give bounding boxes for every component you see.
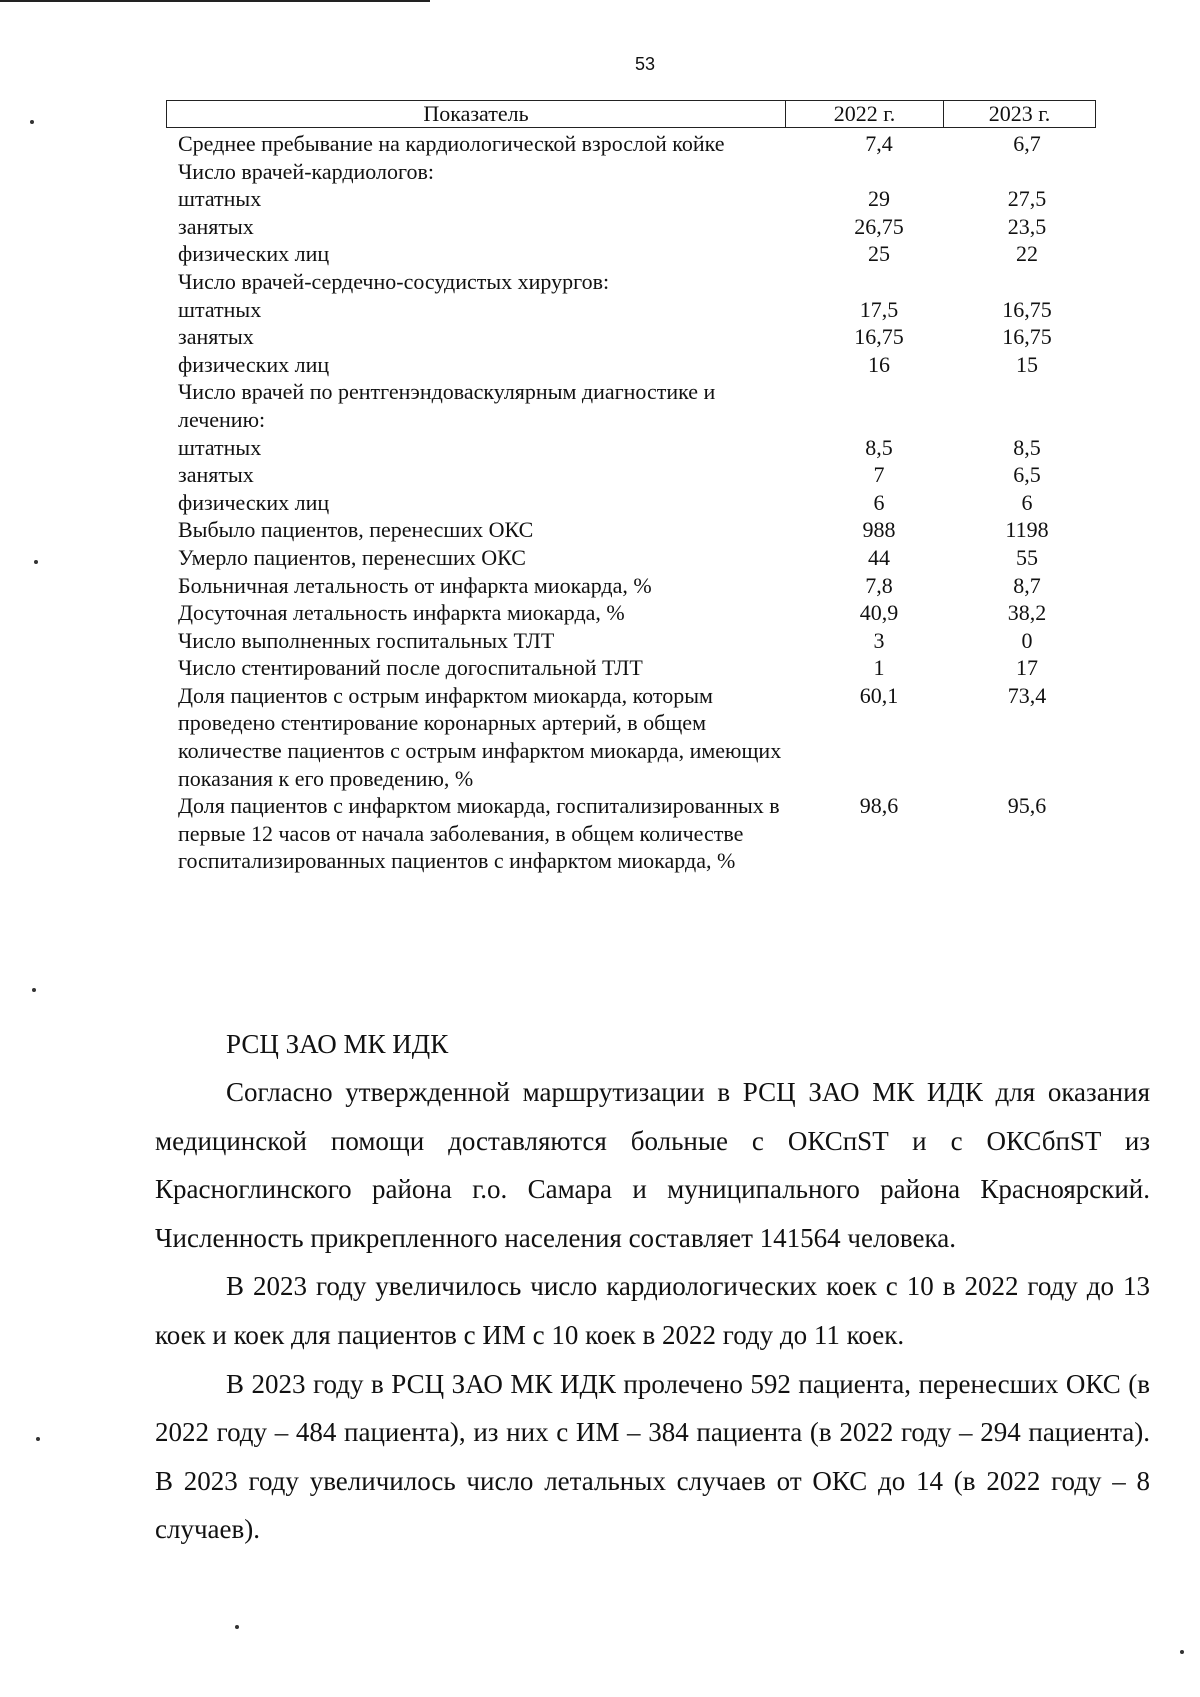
value-2022: 16,75 (854, 324, 904, 350)
table-row (166, 654, 1096, 682)
row-label: Число выполненных госпитальных ТЛТ (178, 627, 555, 653)
value-2022 (834, 268, 924, 296)
value-2023: 6 (1021, 489, 1033, 515)
table-row (166, 461, 1096, 489)
value-2022: 8,5 (865, 434, 893, 460)
table-row (166, 572, 1096, 600)
row-label: Выбыло пациентов, перенесших ОКС (178, 517, 534, 543)
paragraph: В 2023 году в РСЦ ЗАО МК ИДК пролечено 592 пациента, перенесших ОКС (в 2022 году – 484 пациента), из них с ИМ – 384 пациента (в 2022 году – 294 пациента). В 2023 году увеличилось число летальных случаев от ОКС до 14 (в 2022 году – 8 случаев). (155, 1368, 1150, 1545)
row-label: Число врачей по рентгенэндоваскулярным диагностике и лечению: (178, 379, 716, 432)
row-label: Умерло пациентов, перенесших ОКС (178, 544, 526, 570)
value-2023: 8,7 (1013, 572, 1041, 598)
header-2023: 2023 г. (988, 101, 1051, 126)
value-2023: 38,2 (1007, 600, 1047, 626)
value-2022: 988 (862, 517, 896, 543)
row-label: Среднее пребывание на кардиологической взрослой койке (178, 131, 725, 156)
row-label: штатных (178, 434, 262, 460)
header-2022: 2022 г. (786, 101, 944, 127)
table-row (166, 213, 1096, 241)
value-2023: 0 (1021, 627, 1033, 653)
row-label: физических лиц (178, 351, 330, 377)
value-2023: 17 (1016, 655, 1038, 681)
table-row (166, 296, 1096, 324)
row-label: занятых (178, 213, 254, 239)
value-2023: 73,4 (1007, 682, 1047, 708)
value-2023: 23,5 (1007, 213, 1047, 239)
row-label: Число врачей-кардиологов: (178, 158, 434, 184)
paragraph: Согласно утвержденной маршрутизации в РСЦ ЗАО МК ИДК для оказания медицинской помощи доставляются больные с ОКСпST и с ОКСбпST из Красноглинского района г.о. Самара и муниципального района Красноярский. Численность прикрепленного населения составляет 141564 человека. (155, 1077, 1150, 1253)
table-row (166, 516, 1096, 544)
row-label: штатных (178, 186, 262, 212)
scan-speck (32, 988, 36, 992)
value-2022: 40,9 (859, 600, 899, 626)
value-2022 (834, 378, 924, 433)
value-2022 (834, 158, 924, 186)
row-label: Доля пациентов с инфарктом миокарда, госпитализированных в первые 12 часов от начала заболевания, в общем количестве госпитализированных пациентов с инфарктом миокарда, % (178, 793, 780, 874)
table-row (166, 240, 1096, 268)
value-2022: 6 (873, 489, 885, 515)
table-row (166, 378, 1096, 433)
paragraph: В 2023 году увеличилось число кардиологических коек с 10 в 2022 году до 13 коек и коек для пациентов с ИМ с 10 коек в 2022 году до 11 коек. (155, 1271, 1150, 1350)
value-2023 (982, 268, 1072, 296)
header-indicator: Показатель (167, 101, 786, 127)
row-label: занятых (178, 324, 254, 350)
value-2022: 16 (868, 351, 890, 377)
value-2023: 16,75 (1002, 324, 1052, 350)
section-rsc-zao (155, 1020, 1150, 1554)
indicators-table (166, 100, 1096, 875)
row-label: Досуточная летальность инфаркта миокарда, % (178, 600, 625, 626)
table-row (166, 185, 1096, 213)
scan-speck (30, 120, 34, 124)
scan-speck (235, 1625, 239, 1629)
value-2023: 22 (1016, 241, 1038, 267)
value-2023: 6,7 (1013, 131, 1041, 156)
table-row (166, 792, 1096, 875)
scan-speck (1180, 1650, 1184, 1654)
row-label: физических лиц (178, 241, 330, 267)
row-label: Число стентирований после догоспитальной ТЛТ (178, 655, 643, 681)
scan-top-line (0, 0, 430, 2)
table-row (166, 599, 1096, 627)
row-label: штатных (178, 296, 262, 322)
value-2023 (982, 158, 1072, 186)
value-2023: 6,5 (1013, 462, 1041, 488)
value-2022: 17,5 (859, 296, 899, 322)
table-row (166, 323, 1096, 351)
section-title: РСЦ ЗАО МК ИДК (226, 1029, 449, 1059)
value-2023: 1198 (1005, 517, 1049, 543)
row-label: Число врачей-сердечно-сосудистых хирургов: (178, 268, 610, 294)
row-label: занятых (178, 462, 254, 488)
value-2023 (982, 378, 1072, 433)
value-2023: 95,6 (1007, 793, 1047, 819)
table-row (166, 130, 1096, 158)
value-2022: 7 (873, 462, 885, 488)
row-label: Доля пациентов с острым инфарктом миокарда, которым проведено стентирование коронарных артерий, в общем количестве пациентов с острым инфарктом миокарда, имеющих показания к его проведению, % (178, 682, 782, 791)
value-2023: 15 (1016, 351, 1038, 377)
page-number: 53 (634, 54, 656, 74)
scan-speck (34, 560, 38, 564)
row-label: Больничная летальность от инфаркта миокарда, % (178, 572, 652, 598)
value-2023: 16,75 (1002, 296, 1052, 322)
scan-speck (36, 1437, 40, 1441)
value-2023: 8,5 (1013, 434, 1041, 460)
table-row (166, 627, 1096, 655)
value-2023: 55 (1016, 544, 1038, 570)
value-2023: 27,5 (1007, 186, 1047, 212)
table-row (166, 434, 1096, 462)
row-label: физических лиц (178, 489, 330, 515)
value-2022: 60,1 (859, 682, 899, 708)
value-2022: 26,75 (854, 213, 904, 239)
value-2022: 1 (873, 655, 885, 681)
table-row (166, 268, 1096, 296)
table-header (166, 100, 1096, 128)
value-2022: 7,8 (865, 572, 893, 598)
value-2022: 98,6 (859, 793, 899, 819)
value-2022: 44 (868, 544, 890, 570)
table-row (166, 682, 1096, 792)
table-row (166, 489, 1096, 517)
value-2022: 3 (873, 627, 885, 653)
value-2022: 29 (868, 186, 890, 212)
value-2022: 25 (868, 241, 890, 267)
table-body (166, 130, 1096, 875)
table-row (166, 351, 1096, 379)
table-row (166, 158, 1096, 186)
value-2022: 7,4 (865, 131, 893, 156)
table-row (166, 544, 1096, 572)
